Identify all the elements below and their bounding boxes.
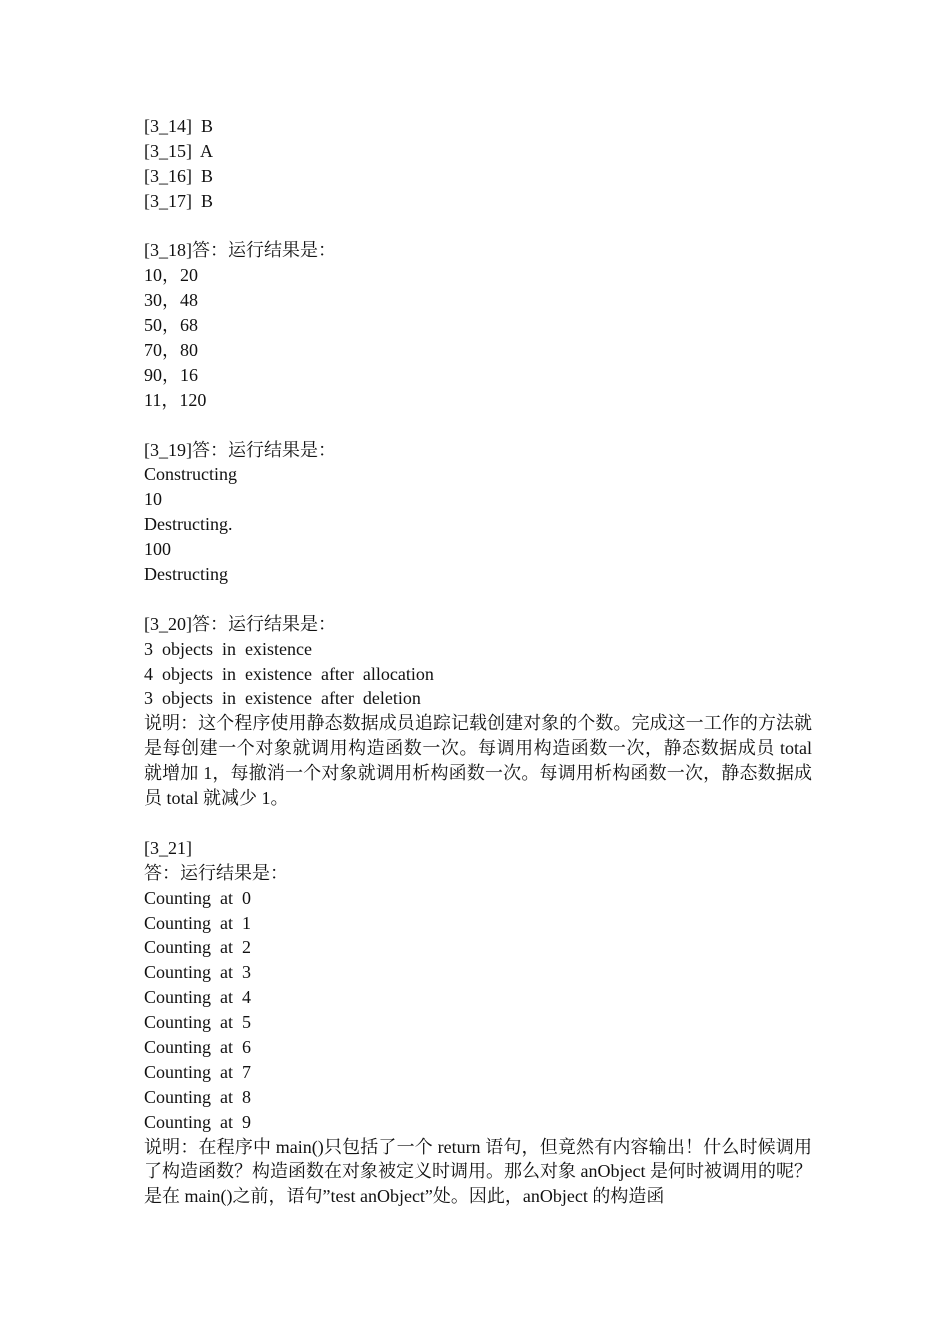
q18-header: [3_18]答：运行结果是：	[144, 240, 336, 261]
spacer	[144, 214, 812, 239]
q21-output-line: Counting at 8	[144, 1086, 251, 1107]
q20-output-line: 3 objects in existence after deletion	[144, 688, 421, 709]
q19-output-line: Constructing	[144, 464, 237, 485]
q21-output-line: Counting at 3	[144, 962, 251, 983]
q20-output-line: 3 objects in existence	[144, 638, 312, 659]
answer-3-17: [3_17] B	[144, 190, 213, 211]
q19-header: [3_19]答：运行结果是：	[144, 439, 336, 460]
q18-output-line: 70，80	[144, 340, 198, 361]
q19-output-line: 10	[144, 489, 162, 510]
q21-output-line: Counting at 0	[144, 887, 251, 908]
q21-output-line: Counting at 9	[144, 1111, 251, 1132]
q21-output-line: Counting at 1	[144, 912, 251, 933]
spacer	[144, 587, 812, 612]
q19-output-line: Destructing	[144, 564, 228, 585]
document-page	[144, 114, 812, 1209]
q18-output-line: 10，20	[144, 265, 198, 286]
q20-header: [3_20]答：运行结果是：	[144, 613, 336, 634]
answer-3-16: [3_16] B	[144, 165, 213, 186]
q18-output-line: 30，48	[144, 290, 198, 311]
q21-output-line: Counting at 2	[144, 937, 251, 958]
q18-output-line: 11，120	[144, 389, 207, 410]
answer-3-14: [3_14] B	[144, 116, 213, 136]
spacer	[144, 413, 812, 438]
spacer	[144, 811, 812, 836]
q20-output-line: 4 objects in existence after allocation	[144, 663, 434, 684]
q19-output-line: 100	[144, 539, 171, 560]
q21-subheader: 答：运行结果是：	[144, 862, 288, 883]
q21-output-line: Counting at 5	[144, 1012, 251, 1033]
q21-output-line: Counting at 4	[144, 987, 251, 1008]
q18-output-line: 90，16	[144, 364, 198, 385]
q19-output-line: Destructing.	[144, 514, 233, 535]
q21-output-line: Counting at 7	[144, 1061, 251, 1082]
q21-explanation: 说明：在程序中 main()只包括了一个 return 语句，但竟然有内容输出！什么时候调用了构造函数？构造函数在对象被定义时调用。那么对象 anObject 是何时被调用的呢？是在 main()之前，语句”test anObject”处。因此，anObject 的构造函	[144, 1136, 812, 1207]
q18-output-line: 50，68	[144, 315, 198, 336]
q21-header: [3_21]	[144, 837, 192, 858]
q21-output-line: Counting at 6	[144, 1037, 251, 1058]
q20-explanation: 说明：这个程序使用静态数据成员追踪记载创建对象的个数。完成这一工作的方法就是每创建一个对象就调用构造函数一次。每调用构造函数一次，静态数据成员 total 就增加 1，每撤消一个对象就调用析构函数一次。每调用析构函数一次，静态数据成员 total 就减少 1。	[144, 713, 812, 809]
answer-3-15: [3_15] A	[144, 140, 213, 161]
